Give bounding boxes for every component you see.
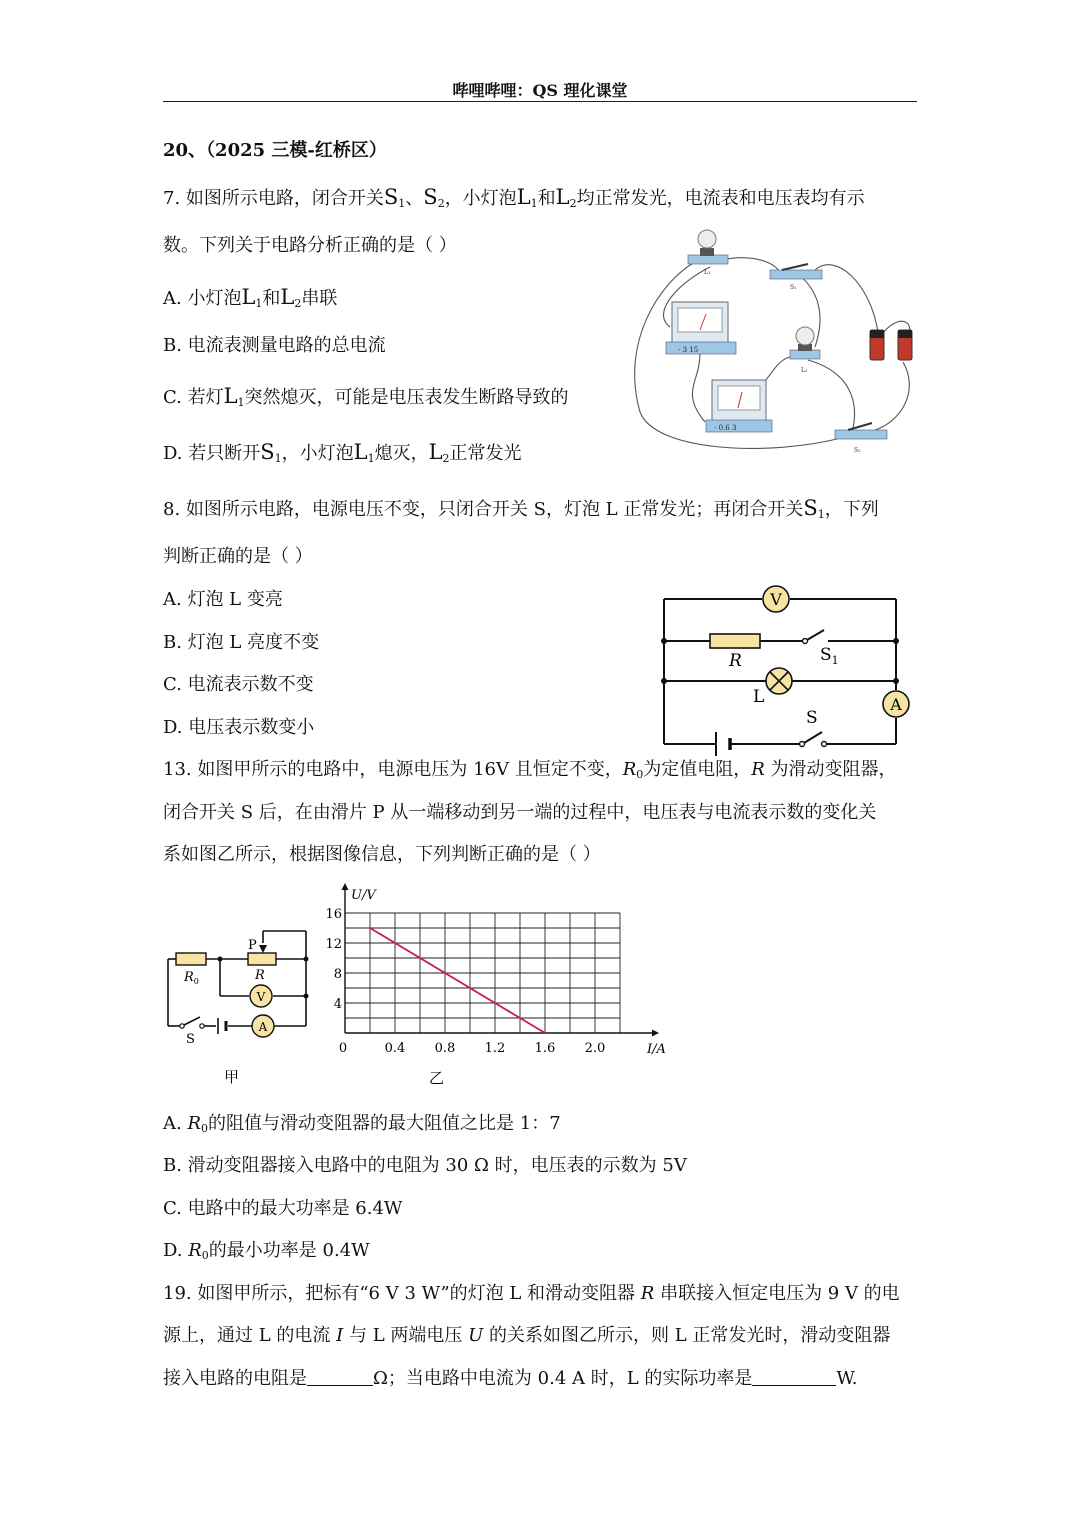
chart-grid bbox=[345, 913, 620, 1033]
y-axis-label: U/V bbox=[351, 888, 376, 903]
voltmeter-label: V bbox=[770, 590, 782, 609]
q13-stem-line2: 闭合开关 S 后，在由滑片 P 从一端移动到另一端的过程中，电压表与电流表示数的变化关 bbox=[163, 802, 877, 823]
q7-option-c: C. 若灯$L_1$突然熄灭，可能是电压表发生断路导致的 bbox=[163, 384, 569, 409]
q7-option-a: A. 小灯泡$L_1$和$L_2$串联 bbox=[163, 285, 338, 310]
switch-s-symbol bbox=[800, 732, 827, 747]
lamp-l-symbol bbox=[766, 668, 792, 694]
resistor-label: R bbox=[729, 651, 742, 671]
q13-chart-yi bbox=[325, 885, 666, 1090]
lamp-l1-label: L₁ bbox=[704, 269, 711, 276]
q8-option-a: A. 灯泡 L 变亮 bbox=[163, 589, 283, 610]
lamp-l2 bbox=[790, 327, 820, 374]
q13-fig-jia bbox=[160, 925, 320, 1090]
voltmeter-label: V bbox=[256, 990, 266, 1004]
slider-label: P bbox=[248, 938, 257, 953]
switch-s1-label: $S_1$ bbox=[820, 645, 839, 667]
q7-stem-line1: 7. 如图所示电路，闭合开关$S_1$、$S_2$，小灯泡$L_1$和$L_2$均正常发光，电流表和电压表均有示 bbox=[163, 185, 865, 210]
x-tick-label: 2.0 bbox=[584, 1041, 606, 1056]
y-tick-label: 4 bbox=[333, 997, 342, 1012]
q19-stem-line3: 接入电路的电阻是 Ω；当电路中电流为 0.4 A 时，L 的实际功率是 W. bbox=[163, 1368, 858, 1389]
q13-stem-line1: 13. 如图甲所示的电路中，电源电压为 16V 且恒定不变，$R_0$为定值电阻，R 为滑动变阻器， bbox=[163, 759, 897, 781]
rheostat-label: R bbox=[255, 968, 265, 983]
x-axis-label: I/A bbox=[647, 1042, 666, 1057]
fig-jia-caption: 甲 bbox=[224, 1068, 240, 1086]
x-tick-label: 0.4 bbox=[384, 1041, 406, 1056]
x-axis-arrow bbox=[652, 1030, 659, 1037]
answer-blank-2[interactable] bbox=[752, 1371, 836, 1386]
q7-stem-line2: 数。下列关于电路分析正确的是（ ） bbox=[163, 235, 457, 256]
chart-axes bbox=[325, 883, 665, 1057]
q8-option-d: D. 电压表示数变小 bbox=[163, 717, 315, 738]
x-tick-label: 1.2 bbox=[484, 1041, 506, 1056]
q8-option-c: C. 电流表示数不变 bbox=[163, 674, 314, 695]
voltmeter-device bbox=[666, 302, 736, 354]
answer-blank-1[interactable] bbox=[307, 1371, 373, 1386]
q8-option-b: B. 灯泡 L 亮度不变 bbox=[163, 632, 320, 653]
rheostat-r bbox=[248, 953, 276, 965]
y-tick-label: 8 bbox=[333, 967, 342, 982]
lamp-label: L bbox=[753, 687, 765, 707]
q13-option-c: C. 电路中的最大功率是 6.4W bbox=[163, 1198, 403, 1219]
section-title: 20、（2025 三模-红桥区） bbox=[163, 140, 387, 161]
q13-option-d: D. $R_0$的最小功率是 0.4W bbox=[163, 1240, 370, 1262]
switch-s-label: S bbox=[186, 1032, 195, 1047]
switch-s1-label: S₁ bbox=[790, 284, 797, 291]
q8-stem-line2: 判断正确的是（ ） bbox=[163, 546, 313, 567]
header-divider bbox=[163, 101, 917, 102]
switch-s1-symbol bbox=[803, 630, 825, 644]
battery-pack bbox=[870, 330, 912, 360]
q8-circuit-figure bbox=[650, 580, 920, 755]
q7-circuit-figure bbox=[620, 222, 930, 467]
resistor-r0-label: $R_0$ bbox=[184, 970, 199, 986]
switch-s-symbol bbox=[180, 1017, 204, 1028]
switch-s1 bbox=[770, 264, 822, 291]
x-tick-label: 1.6 bbox=[534, 1041, 556, 1056]
u-i-line bbox=[370, 928, 545, 1033]
q7-option-b: B. 电流表测量电路的总电流 bbox=[163, 335, 386, 356]
q13-option-b: B. 滑动变阻器接入电路中的电阻为 30 Ω 时，电压表的示数为 5V bbox=[163, 1155, 687, 1176]
voltmeter-scale: - 3 15 bbox=[678, 346, 699, 354]
lamp-l1 bbox=[688, 230, 728, 276]
switch-s-label: S bbox=[806, 708, 818, 728]
battery-symbol bbox=[218, 1018, 226, 1034]
y-axis-arrow bbox=[342, 883, 349, 890]
x-tick-label: 0.8 bbox=[434, 1041, 456, 1056]
q19-stem-line1: 19. 如图甲所示，把标有“6 V 3 W”的灯泡 L 和滑动变阻器 R 串联接入恒定电压为 9 V 的电 bbox=[163, 1283, 900, 1304]
ammeter-label: A bbox=[258, 1020, 268, 1034]
ammeter-scale: - 0.6 3 bbox=[714, 424, 737, 432]
q13-stem-line3: 系如图乙所示，根据图像信息，下列判断正确的是（ ） bbox=[163, 844, 601, 865]
q7-option-d: D. 若只断开$S_1$，小灯泡$L_1$熄灭，$L_2$正常发光 bbox=[163, 440, 522, 465]
q8-stem-line1: 8. 如图所示电路，电源电压不变，只闭合开关 S，灯泡 L 正常发光；再闭合开关$S_1$，下列 bbox=[163, 496, 879, 521]
battery-symbol bbox=[716, 732, 730, 756]
switch-s2-label: S₂ bbox=[854, 447, 861, 454]
q19-stem-line2: 源上，通过 L 的电流 I 与 L 两端电压 U 的关系如图乙所示，则 L 正常发光时，滑动变阻器 bbox=[163, 1325, 891, 1346]
switch-s2 bbox=[835, 423, 887, 454]
y-tick-label: 16 bbox=[325, 907, 342, 922]
resistor-r0 bbox=[176, 953, 206, 965]
lamp-l2-label: L₂ bbox=[801, 367, 808, 374]
q13-option-a: A. $R_0$的阻值与滑动变阻器的最大阻值之比是 1：7 bbox=[163, 1113, 561, 1135]
ammeter-label: A bbox=[890, 695, 902, 714]
x-tick-label: 0 bbox=[338, 1041, 348, 1056]
resistor-r bbox=[710, 634, 760, 648]
fig-yi-caption: 乙 bbox=[429, 1069, 445, 1087]
ammeter-device bbox=[706, 380, 772, 432]
y-tick-label: 12 bbox=[325, 937, 342, 952]
page-header: 哔哩哔哩：QS 理化课堂 bbox=[452, 81, 628, 100]
